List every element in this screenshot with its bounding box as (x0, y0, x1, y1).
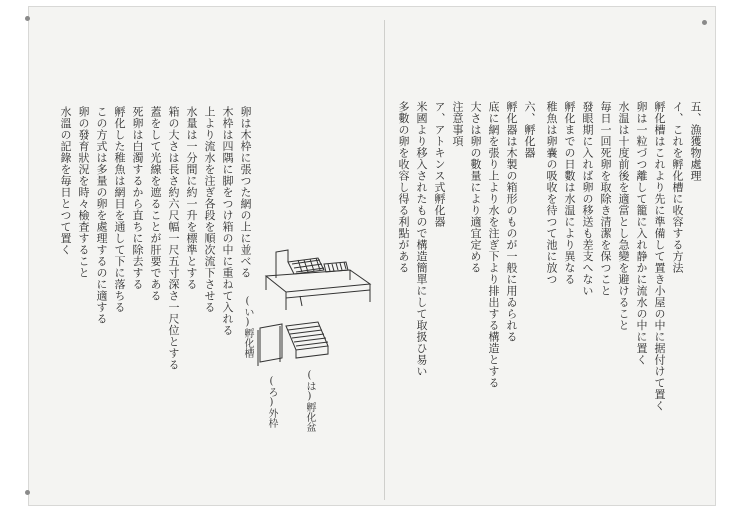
text-column: 箱の大さは長さ約六尺幅一尺五寸深さ一尺位とする (167, 106, 180, 371)
right-page-text (397, 101, 702, 481)
binding-hole-bottom (25, 490, 30, 495)
text-column: 卵の發育狀況を時々檢査すること (77, 106, 90, 279)
text-column: 孵化槽はこれより先に準備して置き小屋の中に据付けて置く (653, 101, 666, 412)
text-column: 水量は一分間に約一升を標準とする (185, 106, 198, 290)
text-column: 發眼期に入れば卵の移送も差支へない (581, 101, 594, 297)
text-column: 稚魚は卵嚢の吸收を待つて池に放つ (545, 101, 558, 285)
section-heading-6: 六、孵化器 (523, 101, 536, 159)
text-column: この方式は多量の卵を處理するのに適する (95, 106, 108, 325)
scanned-page (28, 6, 716, 506)
text-column: ア、アトキンス式孵化器 (433, 101, 446, 228)
text-column: 孵化した稚魚は網目を通して下に落ちる (113, 106, 126, 313)
page-fold (384, 20, 385, 500)
text-column: 大さは卵の數量により適宜定める (469, 101, 482, 274)
text-column: 死卵は白濁するから直ちに除去する (131, 106, 144, 290)
fig-caption-tray: (は)孵化盆 (304, 370, 315, 432)
text-column: 多數の卵を收容し得る利點がある (397, 101, 410, 274)
text-column: 米國より移入されたもので構造簡單にして取扱ひ易い (415, 101, 428, 377)
fig-caption-frame: (ろ)外枠 (266, 376, 277, 428)
text-column: 卵は一粒づつ離して籠に入れ静かに流水の中に置く (635, 101, 648, 366)
text-column: 孵化までの日數は水温により異なる (563, 101, 576, 285)
text-column: イ、これを孵化槽に收容する方法 (671, 101, 684, 274)
left-page-text-upper (264, 98, 374, 248)
fig-caption-tank: (い)孵化槽 (242, 296, 253, 358)
text-column: 水温は十度前後を適當とし急變を避けること (617, 101, 630, 331)
text-column: 木枠は四隅に脚をつけ箱の中に重ねて入れる (221, 106, 234, 336)
section-heading-5: 五、漁獲物處理 (689, 101, 702, 182)
left-page-text (59, 106, 252, 476)
text-column: 卵は木枠に張つた網の上に並べる (239, 106, 252, 279)
text-column: 水溫の記錄を毎日とつて置く (59, 106, 72, 256)
text-column: 蓋をして光線を遮ることが肝要である (149, 106, 162, 302)
text-column: 上より流水を注ぎ各段を順次流下させる (203, 106, 216, 313)
text-column: 孵化器は木製の箱形のものが一般に用ゐられる (505, 101, 518, 343)
binding-hole-right (702, 20, 707, 25)
text-column: 底に網を張り上より水を注ぎ下より排出する構造とする (487, 101, 500, 389)
binding-hole-top (25, 16, 30, 21)
text-column: 注意事項 (451, 101, 464, 147)
frame-and-tray-illustration (242, 322, 342, 382)
text-column: 毎日一回死卵を取除き清潔を保つこと (599, 101, 612, 297)
hatching-tank-illustration (258, 240, 378, 320)
